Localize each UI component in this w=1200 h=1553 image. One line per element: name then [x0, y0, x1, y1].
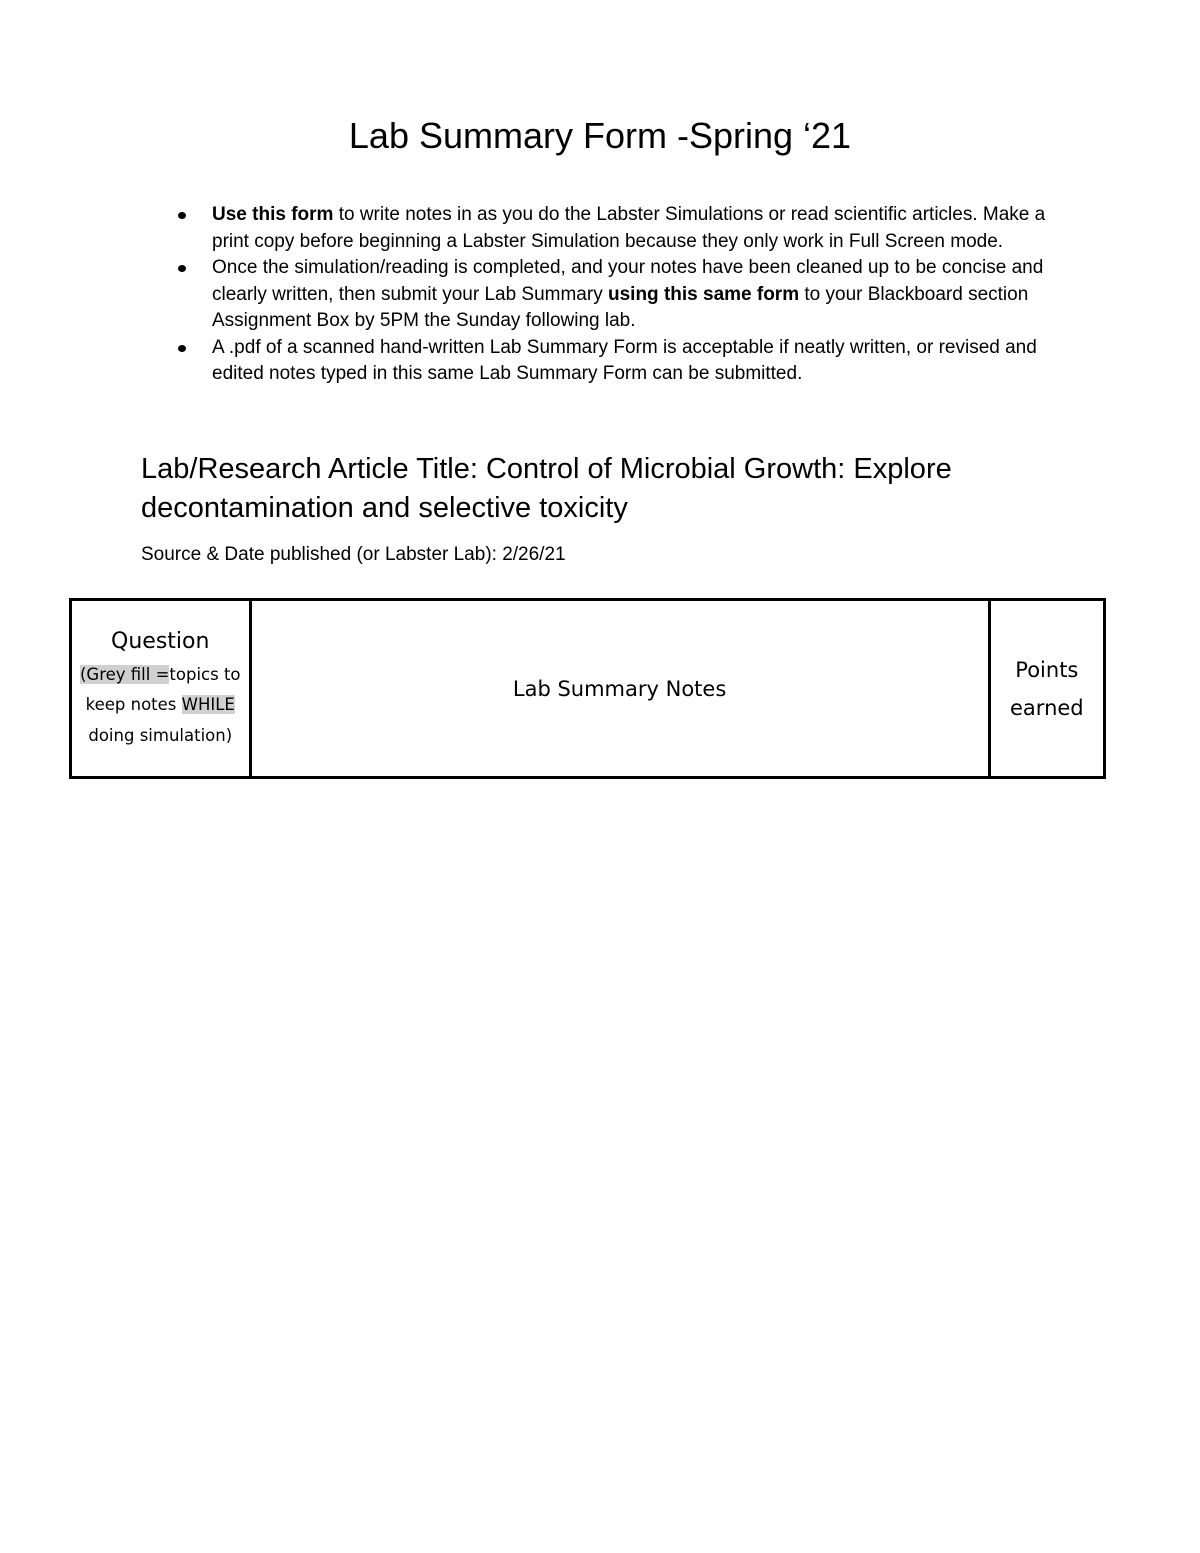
question-header-cell [71, 600, 251, 778]
question-note: (Grey fill =topics to keep notes WHILE doing simulation) [79, 664, 241, 745]
instruction-text: to your Blackboard section Assignment Box by 5PM the Sunday following lab. [212, 283, 1029, 331]
notes-header: Lab Summary Notes [512, 676, 727, 701]
instructions-list [170, 202, 1050, 388]
grey-fill-swatch: WHILE [181, 695, 235, 715]
page-title: Lab Summary Form -Spring ‘21 [348, 115, 852, 156]
notes-header-cell [250, 600, 989, 778]
grey-fill-swatch: (Grey fill = [79, 664, 170, 684]
instruction-item [170, 255, 1050, 335]
instruction-bold-mid: using this same form [608, 283, 800, 305]
lab-summary-table [69, 598, 1106, 779]
points-header: Points earned [1010, 657, 1084, 720]
table-header-row [71, 600, 1105, 778]
points-header-cell [989, 600, 1104, 778]
instruction-item [170, 202, 1050, 255]
bullet-icon [178, 345, 186, 352]
instruction-bold-lead: Use this form [212, 204, 334, 225]
article-title: Lab/Research Article Title: Control of Microbial Growth: Explore decontamination and selective toxicity [141, 453, 952, 524]
instruction-text: to write notes in as you do the Labster Simulations or read scientific articles. Make a print copy before beginning a Labster Simulation because they only work in Full Screen mode. [212, 204, 1046, 252]
instruction-text: Once the simulation/reading is completed, and your notes have been cleaned up to be concise and clearly written, then submit your Lab Summary [212, 257, 1044, 305]
bullet-icon [178, 212, 186, 219]
question-header: Question [111, 628, 210, 654]
instruction-item [170, 335, 1050, 388]
source-line: Source & Date published (or Labster Lab): 2/26/21 [141, 544, 566, 565]
instruction-text: A .pdf of a scanned hand-written Lab Summary Form is acceptable if neatly written, or revised and edited notes typed in this same Lab Summary Form can be submitted. [212, 336, 1037, 384]
bullet-icon [178, 265, 186, 272]
